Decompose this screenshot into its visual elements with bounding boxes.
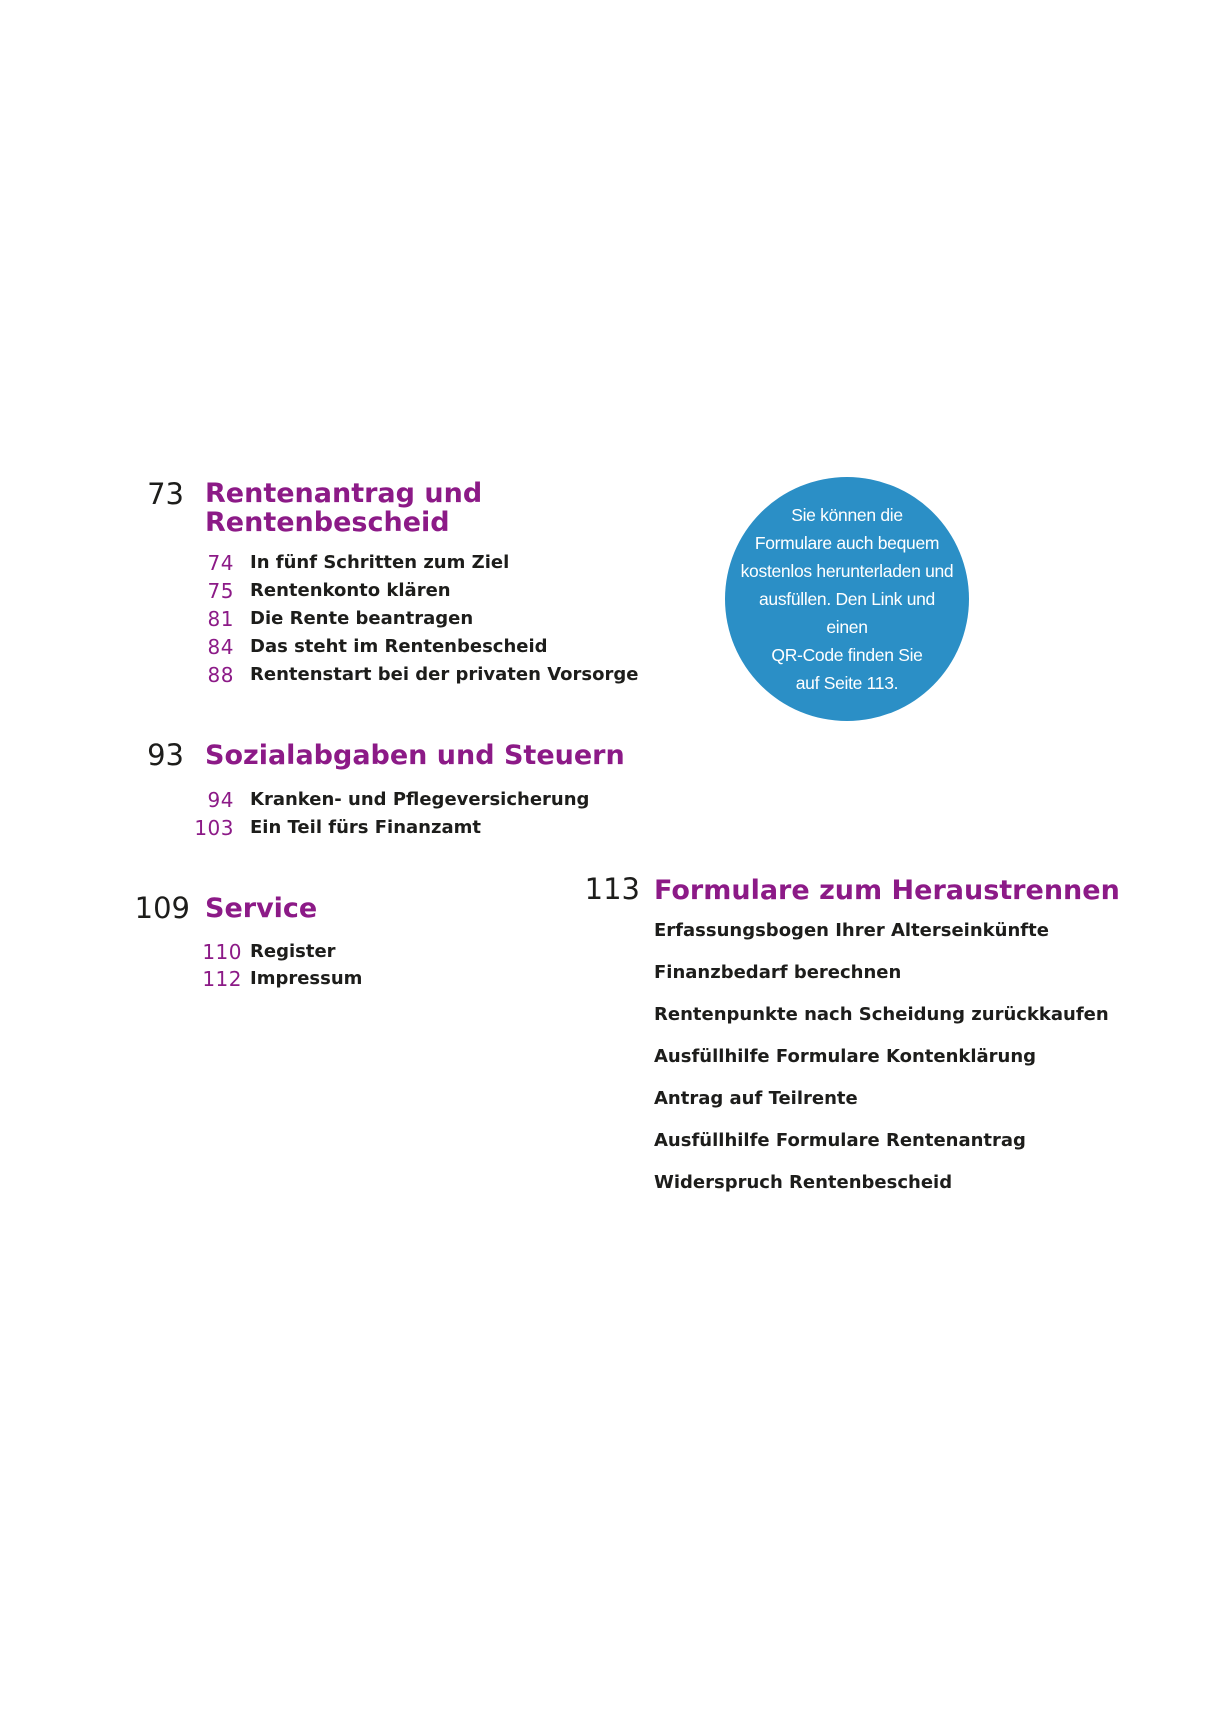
entry-page-number: 94 (207, 788, 234, 812)
entry-page-number: 84 (207, 635, 234, 659)
entry-page-number: 112 (202, 967, 242, 991)
entry-label: Register (250, 941, 336, 962)
entry-label: Impressum (250, 968, 363, 989)
entry-label: Rentenkonto klären (250, 580, 451, 601)
form-item[interactable]: Widerspruch Rentenbescheid (654, 1172, 953, 1193)
info-bubble (725, 477, 969, 721)
form-item[interactable]: Erfassungsbogen Ihrer Alterseinkünfte (654, 920, 1049, 941)
form-item[interactable]: Ausfüllhilfe Formulare Rentenantrag (654, 1130, 1026, 1151)
info-bubble-line: QR-Code finden Sie (771, 645, 923, 665)
info-bubble-line: ausfüllen. Den Link und einen (758, 589, 935, 637)
chapter-title-line: Rentenbescheid (205, 507, 450, 538)
entry-label: Kranken- und Pflegeversicherung (250, 789, 590, 810)
entry-page-number: 110 (202, 940, 242, 964)
entry-page-number: 75 (207, 579, 234, 603)
chapter-title-line: Rentenantrag und (205, 478, 483, 509)
entry-label: Das steht im Rentenbescheid (250, 636, 548, 657)
entry-page-number: 103 (194, 816, 234, 840)
entry-label: Die Rente beantragen (250, 608, 474, 629)
info-bubble-text (737, 501, 957, 697)
chapter-title[interactable] (205, 894, 317, 923)
chapter-page-number: 73 (147, 477, 184, 511)
info-bubble-line: kostenlos herunterladen und (740, 561, 954, 581)
chapter-title[interactable] (205, 741, 625, 770)
entry-label: In fünf Schritten zum Ziel (250, 552, 510, 573)
form-item[interactable]: Ausfüllhilfe Formulare Kontenklärung (654, 1046, 1037, 1067)
chapter-title[interactable] (205, 479, 482, 537)
entry-page-number: 74 (207, 551, 234, 575)
chapter-page-number: 93 (147, 738, 184, 772)
form-item[interactable]: Antrag auf Teilrente (654, 1088, 858, 1109)
chapter-title-line: Sozialabgaben und Steuern (205, 740, 625, 771)
chapter-page-number: 109 (134, 891, 190, 925)
info-bubble-line: Formulare auch bequem (754, 533, 940, 553)
entry-label: Rentenstart bei der privaten Vorsorge (250, 664, 639, 685)
form-item[interactable]: Finanzbedarf berechnen (654, 962, 902, 983)
info-bubble-line: Sie können die (791, 505, 903, 525)
entry-label: Ein Teil fürs Finanzamt (250, 817, 481, 838)
entry-page-number: 88 (207, 663, 234, 687)
info-bubble-line: auf Seite 113. (795, 673, 899, 693)
entry-page-number: 81 (207, 607, 234, 631)
chapter-title-line: Service (205, 893, 318, 924)
forms-title[interactable]: Formulare zum Heraustrennen (654, 875, 1120, 906)
form-item[interactable]: Rentenpunkte nach Scheidung zurückkaufen (654, 1004, 1109, 1025)
forms-page-number: 113 (584, 872, 640, 906)
